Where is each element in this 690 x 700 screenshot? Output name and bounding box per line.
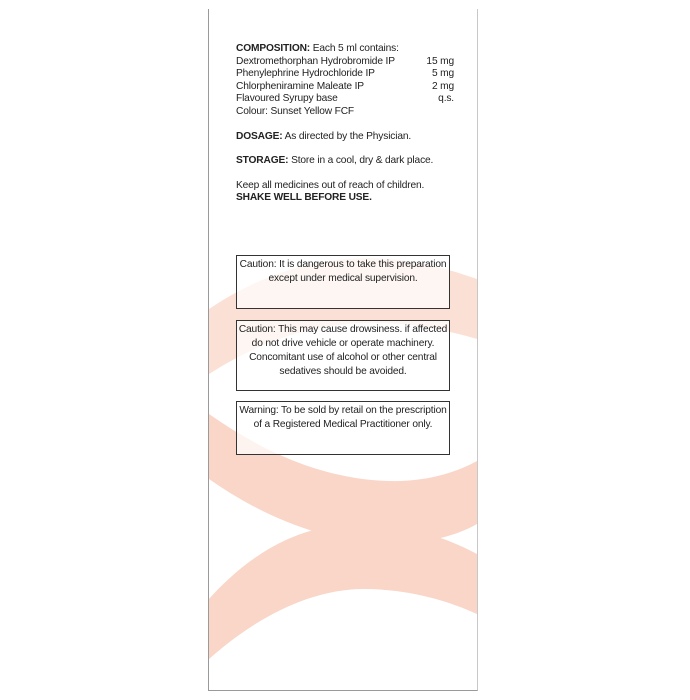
- caution-supervision-text: Caution: It is dangerous to take this preparation except under medical supervision.: [239, 259, 447, 284]
- composition-heading: COMPOSITION:: [236, 43, 311, 54]
- dosage-heading: DOSAGE:: [236, 130, 283, 142]
- storage-heading: STORAGE:: [236, 155, 289, 167]
- label-text: [236, 43, 456, 205]
- ingredient-name: Phenylephrine Hydrochloride IP: [236, 68, 375, 80]
- ingredient-name: Flavoured Syrupy base: [236, 93, 338, 105]
- shake-well-line: SHAKE WELL BEFORE USE.: [236, 192, 372, 204]
- caution-drowsiness-text: Caution: This may cause drowsiness. if affected do not drive vehicle or operate machinery. Concomitant use of alcohol or other central sedatives should be avoided.: [238, 324, 448, 377]
- ingredient-row: [236, 68, 456, 81]
- composition-intro: Each 5 ml contains:: [312, 43, 399, 54]
- ingredient-row: [236, 81, 456, 94]
- storage-line: [236, 155, 456, 168]
- ingredient-row: [236, 93, 456, 106]
- dosage-text: As directed by the Physician.: [284, 130, 412, 142]
- warning-box-prescription: [236, 401, 450, 455]
- keep-away-line: Keep all medicines out of reach of children.: [236, 179, 425, 191]
- ingredient-name: Chlorpheniramine Maleate IP: [236, 80, 364, 92]
- caution-box-drowsiness: [236, 320, 450, 391]
- label-panel: [208, 9, 478, 691]
- dosage-line: [236, 131, 456, 144]
- storage-text: Store in a cool, dry & dark place.: [291, 155, 434, 167]
- colour-line: Colour: Sunset Yellow FCF: [236, 105, 354, 117]
- ingredient-amount: 15 mg: [426, 55, 454, 67]
- ingredient-amount: 5 mg: [431, 68, 454, 80]
- ingredient-amount: 2 mg: [431, 80, 454, 92]
- composition-heading-line: [236, 43, 456, 56]
- warning-prescription-text: Warning: To be sold by retail on the prescription of a Registered Medical Practitioner only.: [239, 405, 447, 430]
- ingredient-name: Dextromethorphan Hydrobromide IP: [236, 55, 395, 67]
- ingredient-amount: q.s.: [438, 93, 454, 105]
- ingredient-row: [236, 56, 456, 69]
- caution-box-supervision: [236, 255, 450, 309]
- wave-band-3: [209, 524, 477, 659]
